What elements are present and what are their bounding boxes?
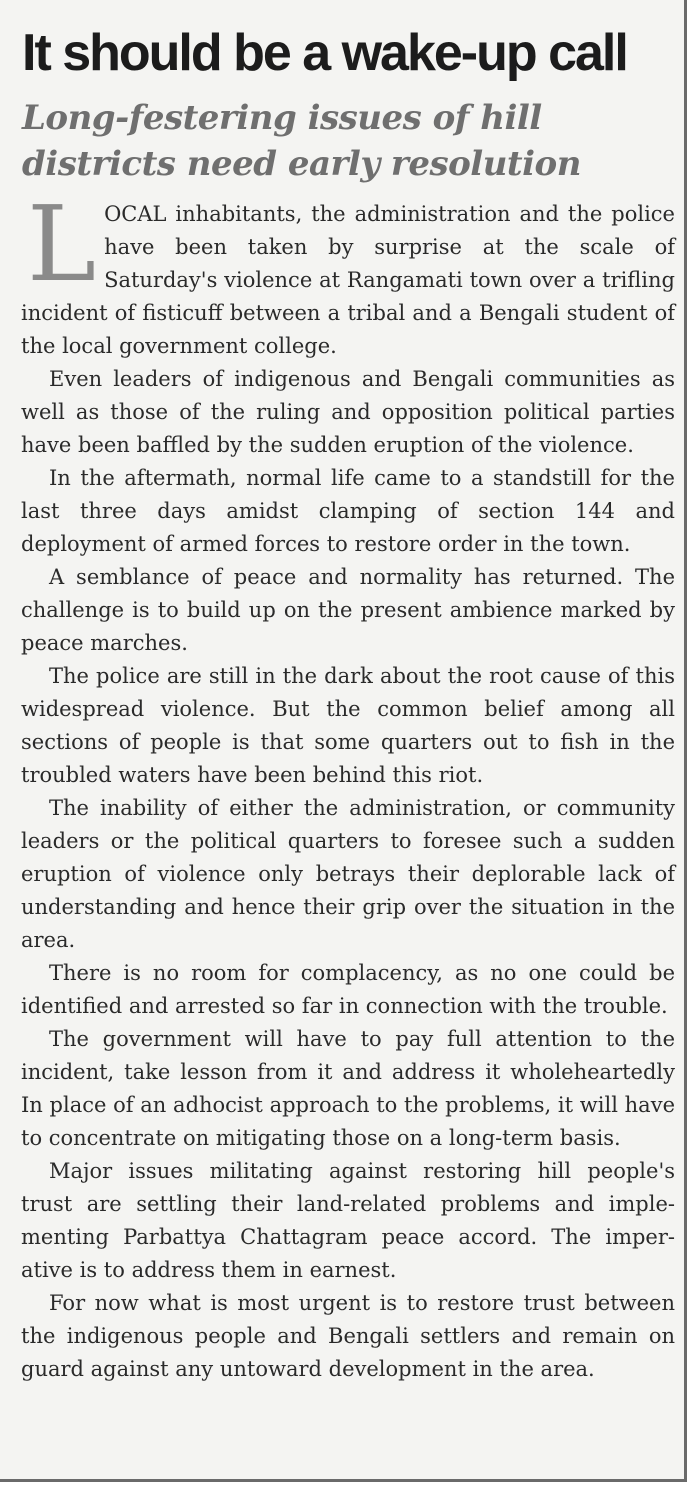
paragraph: The government will have to pay full attention to the incident, take lesson from it and address it wholeheartedly In place of an adhocist approach to the problems, it will have to concentrate on mitigating those on a long-term basis. (21, 1027, 675, 1150)
lead-paragraph-text: OCAL inhabitants, the administration and the police have been taken by surprise at the scale of Saturday's violence at Rangamati town over a trifling incident of fisticuff between a tribal and a Bengali student of the local government college. (21, 202, 675, 358)
lead-paragraph (21, 183, 675, 363)
paragraph: There is no room for complacency, as no one could be identified and arrested so far in connection with the trouble. (21, 961, 675, 1018)
paragraph: For now what is most urgent is to restore trust between the indigenous people and Bengali settlers and remain on guard against any untoward development in the area. (21, 1291, 675, 1381)
paragraph: In the aftermath, normal life came to a standstill for the last three days amidst clamping of section 144 and deployment of armed forces to restore order in the town. (21, 466, 675, 556)
drop-cap: L (27, 183, 97, 305)
paragraph: A semblance of peace and normality has returned. The challenge is to build up on the present ambience marked by peace marches. (21, 565, 675, 655)
article-body (21, 183, 675, 1386)
paragraph: Major issues militating against restoring hill people's trust are settling their land-related problems and implementing Parbattya Chattagram peace accord. The imperative is to address them in earnest. (21, 1159, 675, 1282)
paragraph: Even leaders of indigenous and Bengali communities as well as those of the ruling and opposition political parties have been baffled by the sudden eruption of the violence. (21, 367, 675, 457)
paragraph: The inability of either the administration, or community leaders or the political quarters to foresee such a sudden eruption of violence only betrays their deplorable lack of understanding and hence their grip over the situation in the area. (21, 796, 675, 952)
headline: It should be a wake-up call (22, 24, 627, 82)
paragraph: The police are still in the dark about the root cause of this widespread violence. But the common belief among all sections of people is that some quarters out to fish in the troubled waters have been behind this riot. (21, 664, 675, 787)
subheadline: Long-festering issues of hill districts need early resolution (22, 98, 581, 184)
